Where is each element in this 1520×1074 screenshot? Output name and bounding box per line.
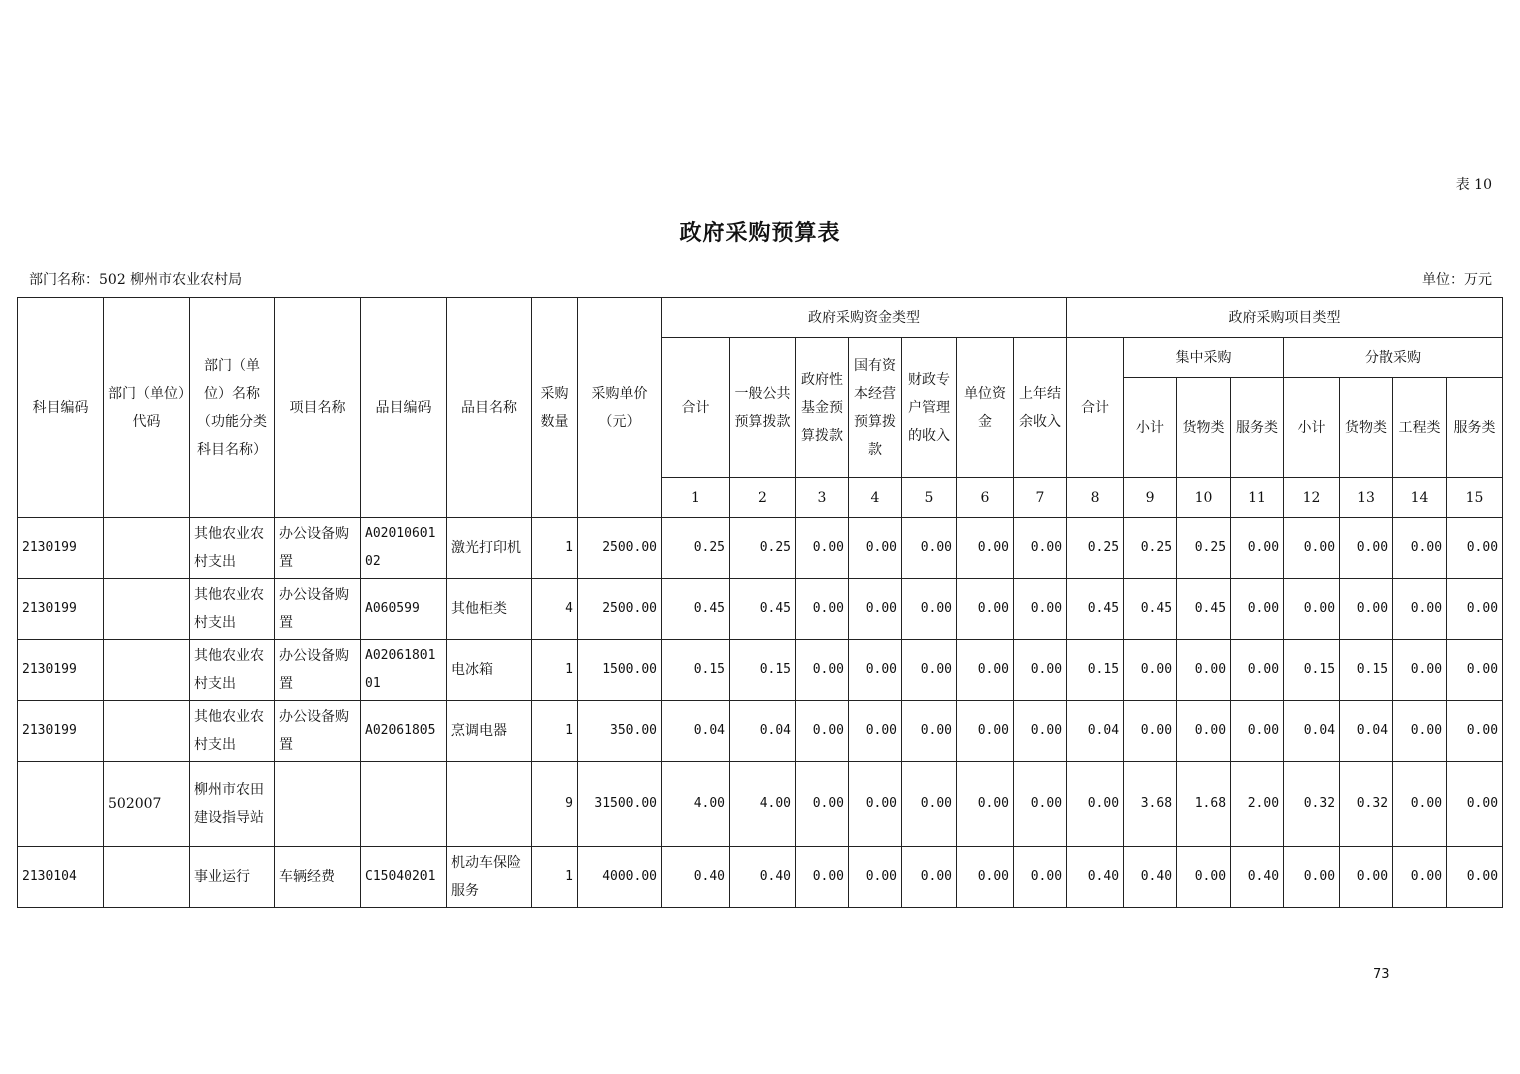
- table-row: [18, 762, 1503, 847]
- header-unit-fund: 单位资金: [957, 338, 1014, 478]
- cell-subject-code: [18, 762, 104, 847]
- cell-amount-2: 0.45: [730, 579, 796, 640]
- cell-amount-13: 0.00: [1340, 579, 1393, 640]
- header-general-budget: 一般公共预算拨款: [730, 338, 796, 478]
- header-engineering: 工程类: [1393, 378, 1447, 478]
- column-number: 14: [1393, 478, 1447, 518]
- cell-amount-8: 0.00: [1067, 762, 1124, 847]
- cell-quantity: 4: [532, 579, 578, 640]
- cell-dept-name: 其他农业农村支出: [190, 640, 275, 701]
- cell-dept-name: 其他农业农村支出: [190, 701, 275, 762]
- header-item-code: 品目编码: [361, 298, 447, 518]
- cell-amount-4: 0.00: [849, 640, 902, 701]
- cell-unit-price: 4000.00: [578, 847, 662, 908]
- table-row: [18, 847, 1503, 908]
- header-quantity: 采购数量: [532, 298, 578, 518]
- header-total2: 合计: [1067, 338, 1124, 478]
- cell-project-name: 办公设备购置: [275, 701, 361, 762]
- cell-unit-price: 31500.00: [578, 762, 662, 847]
- cell-amount-8: 0.04: [1067, 701, 1124, 762]
- header-centralized: 集中采购: [1124, 338, 1284, 378]
- cell-dept-code: [104, 847, 190, 908]
- cell-quantity: 1: [532, 518, 578, 579]
- cell-amount-7: 0.00: [1014, 518, 1067, 579]
- table-row: [18, 518, 1503, 579]
- cell-amount-14: 0.00: [1393, 847, 1447, 908]
- cell-dept-name: 其他农业农村支出: [190, 579, 275, 640]
- cell-item-code: [361, 762, 447, 847]
- cell-project-name: 车辆经费: [275, 847, 361, 908]
- column-number: 2: [730, 478, 796, 518]
- cell-amount-1: 0.15: [662, 640, 730, 701]
- table-row: [18, 640, 1503, 701]
- cell-amount-15: 0.00: [1447, 640, 1503, 701]
- cell-subject-code: 2130104: [18, 847, 104, 908]
- cell-item-code: A0201060102: [361, 518, 447, 579]
- cell-project-name: 办公设备购置: [275, 640, 361, 701]
- cell-amount-1: 0.45: [662, 579, 730, 640]
- cell-amount-8: 0.25: [1067, 518, 1124, 579]
- cell-amount-2: 0.04: [730, 701, 796, 762]
- header-prev-balance: 上年结余收入: [1014, 338, 1067, 478]
- header-decentralized: 分散采购: [1284, 338, 1503, 378]
- cell-amount-14: 0.00: [1393, 579, 1447, 640]
- cell-amount-3: 0.00: [796, 762, 849, 847]
- cell-amount-5: 0.00: [902, 640, 957, 701]
- cell-item-code: C15040201: [361, 847, 447, 908]
- cell-amount-3: 0.00: [796, 701, 849, 762]
- cell-amount-7: 0.00: [1014, 579, 1067, 640]
- cell-unit-price: 2500.00: [578, 579, 662, 640]
- department-info: [29, 269, 242, 289]
- cell-amount-9: 0.00: [1124, 701, 1177, 762]
- cell-subject-code: 2130199: [18, 640, 104, 701]
- column-number: 9: [1124, 478, 1177, 518]
- cell-amount-1: 0.40: [662, 847, 730, 908]
- cell-dept-code: [104, 518, 190, 579]
- cell-amount-4: 0.00: [849, 847, 902, 908]
- cell-amount-11: 0.00: [1231, 579, 1284, 640]
- cell-subject-code: 2130199: [18, 518, 104, 579]
- cell-amount-8: 0.40: [1067, 847, 1124, 908]
- table-row: [18, 579, 1503, 640]
- header-total: 合计: [662, 338, 730, 478]
- cell-item-name: 机动车保险服务: [447, 847, 532, 908]
- cell-amount-12: 0.00: [1284, 847, 1340, 908]
- column-number: 10: [1177, 478, 1231, 518]
- header-project-name: 项目名称: [275, 298, 361, 518]
- cell-amount-4: 0.00: [849, 579, 902, 640]
- table-row: [18, 701, 1503, 762]
- column-number: 7: [1014, 478, 1067, 518]
- cell-dept-name: 其他农业农村支出: [190, 518, 275, 579]
- header-services2: 服务类: [1447, 378, 1503, 478]
- cell-amount-15: 0.00: [1447, 579, 1503, 640]
- cell-unit-price: 1500.00: [578, 640, 662, 701]
- cell-amount-10: 0.45: [1177, 579, 1231, 640]
- cell-amount-13: 0.15: [1340, 640, 1393, 701]
- cell-amount-2: 0.15: [730, 640, 796, 701]
- header-dept-name: 部门（单位）名称（功能分类科目名称）: [190, 298, 275, 518]
- cell-dept-name: 事业运行: [190, 847, 275, 908]
- cell-amount-7: 0.00: [1014, 847, 1067, 908]
- cell-amount-4: 0.00: [849, 518, 902, 579]
- column-number: 8: [1067, 478, 1124, 518]
- cell-dept-name: 柳州市农田建设指导站: [190, 762, 275, 847]
- column-number: 11: [1231, 478, 1284, 518]
- cell-dept-code: [104, 579, 190, 640]
- column-number: 6: [957, 478, 1014, 518]
- column-number: 13: [1340, 478, 1393, 518]
- cell-item-name: 电冰箱: [447, 640, 532, 701]
- cell-item-name: 其他柜类: [447, 579, 532, 640]
- header-subtotal: 小计: [1124, 378, 1177, 478]
- header-project-type: 政府采购项目类型: [1067, 298, 1503, 338]
- cell-amount-12: 0.15: [1284, 640, 1340, 701]
- cell-item-code: A0206180101: [361, 640, 447, 701]
- cell-amount-15: 0.00: [1447, 762, 1503, 847]
- cell-amount-6: 0.00: [957, 762, 1014, 847]
- cell-amount-9: 0.40: [1124, 847, 1177, 908]
- cell-amount-4: 0.00: [849, 762, 902, 847]
- procurement-budget-table: [17, 297, 1503, 908]
- column-number: 15: [1447, 478, 1503, 518]
- column-number: 1: [662, 478, 730, 518]
- cell-amount-14: 0.00: [1393, 701, 1447, 762]
- cell-project-name: 办公设备购置: [275, 579, 361, 640]
- cell-item-name: 激光打印机: [447, 518, 532, 579]
- header-state-capital: 国有资本经营预算拨款: [849, 338, 902, 478]
- department-value: 502 柳州市农业农村局: [99, 272, 243, 288]
- cell-item-code: A060599: [361, 579, 447, 640]
- cell-amount-3: 0.00: [796, 847, 849, 908]
- cell-amount-1: 0.04: [662, 701, 730, 762]
- cell-project-name: 办公设备购置: [275, 518, 361, 579]
- cell-amount-2: 0.40: [730, 847, 796, 908]
- cell-amount-10: 0.25: [1177, 518, 1231, 579]
- cell-dept-code: [104, 640, 190, 701]
- cell-project-name: [275, 762, 361, 847]
- cell-amount-12: 0.00: [1284, 579, 1340, 640]
- header-item-name: 品目名称: [447, 298, 532, 518]
- header-goods: 货物类: [1177, 378, 1231, 478]
- cell-dept-code: 502007: [104, 762, 190, 847]
- header-dept-code: 部门（单位）代码: [104, 298, 190, 518]
- page-number: 73: [1373, 967, 1390, 982]
- cell-amount-7: 0.00: [1014, 640, 1067, 701]
- header-subtotal2: 小计: [1284, 378, 1340, 478]
- cell-amount-11: 0.40: [1231, 847, 1284, 908]
- cell-amount-11: 2.00: [1231, 762, 1284, 847]
- cell-quantity: 1: [532, 640, 578, 701]
- cell-amount-10: 0.00: [1177, 847, 1231, 908]
- cell-amount-13: 0.32: [1340, 762, 1393, 847]
- cell-amount-13: 0.00: [1340, 847, 1393, 908]
- cell-amount-15: 0.00: [1447, 847, 1503, 908]
- cell-amount-9: 0.25: [1124, 518, 1177, 579]
- column-number: 3: [796, 478, 849, 518]
- cell-amount-6: 0.00: [957, 701, 1014, 762]
- header-goods2: 货物类: [1340, 378, 1393, 478]
- cell-amount-14: 0.00: [1393, 640, 1447, 701]
- cell-amount-5: 0.00: [902, 579, 957, 640]
- cell-unit-price: 2500.00: [578, 518, 662, 579]
- cell-amount-9: 0.45: [1124, 579, 1177, 640]
- cell-amount-5: 0.00: [902, 518, 957, 579]
- cell-amount-10: 0.00: [1177, 640, 1231, 701]
- column-number: 12: [1284, 478, 1340, 518]
- cell-amount-7: 0.00: [1014, 701, 1067, 762]
- column-number: 5: [902, 478, 957, 518]
- cell-amount-14: 0.00: [1393, 762, 1447, 847]
- header-unit-price: 采购单价（元）: [578, 298, 662, 518]
- cell-subject-code: 2130199: [18, 701, 104, 762]
- unit-label: 单位：万元: [1422, 272, 1492, 288]
- cell-amount-13: 0.00: [1340, 518, 1393, 579]
- cell-amount-14: 0.00: [1393, 518, 1447, 579]
- cell-amount-3: 0.00: [796, 518, 849, 579]
- cell-amount-11: 0.00: [1231, 701, 1284, 762]
- page-title: 政府采购预算表: [679, 220, 841, 246]
- table-body: [18, 518, 1503, 908]
- column-number: 4: [849, 478, 902, 518]
- cell-quantity: 1: [532, 701, 578, 762]
- cell-amount-12: 0.32: [1284, 762, 1340, 847]
- cell-amount-12: 0.00: [1284, 518, 1340, 579]
- cell-amount-11: 0.00: [1231, 640, 1284, 701]
- cell-item-name: [447, 762, 532, 847]
- cell-item-code: A02061805: [361, 701, 447, 762]
- cell-amount-2: 0.25: [730, 518, 796, 579]
- cell-subject-code: 2130199: [18, 579, 104, 640]
- cell-amount-5: 0.00: [902, 701, 957, 762]
- cell-amount-15: 0.00: [1447, 518, 1503, 579]
- cell-amount-8: 0.45: [1067, 579, 1124, 640]
- cell-amount-12: 0.04: [1284, 701, 1340, 762]
- cell-amount-10: 0.00: [1177, 701, 1231, 762]
- cell-amount-11: 0.00: [1231, 518, 1284, 579]
- cell-amount-2: 4.00: [730, 762, 796, 847]
- header-fund-type: 政府采购资金类型: [662, 298, 1067, 338]
- cell-amount-9: 3.68: [1124, 762, 1177, 847]
- cell-amount-6: 0.00: [957, 640, 1014, 701]
- cell-amount-6: 0.00: [957, 847, 1014, 908]
- header-gov-fund: 政府性基金预算拨款: [796, 338, 849, 478]
- cell-amount-13: 0.04: [1340, 701, 1393, 762]
- header-special-account: 财政专户管理的收入: [902, 338, 957, 478]
- cell-quantity: 1: [532, 847, 578, 908]
- cell-unit-price: 350.00: [578, 701, 662, 762]
- cell-amount-10: 1.68: [1177, 762, 1231, 847]
- cell-amount-6: 0.00: [957, 518, 1014, 579]
- cell-amount-15: 0.00: [1447, 701, 1503, 762]
- cell-amount-3: 0.00: [796, 579, 849, 640]
- cell-quantity: 9: [532, 762, 578, 847]
- cell-amount-6: 0.00: [957, 579, 1014, 640]
- cell-amount-5: 0.00: [902, 847, 957, 908]
- table-number: 表 10: [1455, 177, 1492, 193]
- cell-item-name: 烹调电器: [447, 701, 532, 762]
- header-services: 服务类: [1231, 378, 1284, 478]
- header-subject-code: 科目编码: [18, 298, 104, 518]
- cell-amount-1: 4.00: [662, 762, 730, 847]
- cell-amount-3: 0.00: [796, 640, 849, 701]
- cell-amount-1: 0.25: [662, 518, 730, 579]
- cell-amount-4: 0.00: [849, 701, 902, 762]
- cell-amount-9: 0.00: [1124, 640, 1177, 701]
- cell-amount-8: 0.15: [1067, 640, 1124, 701]
- cell-amount-5: 0.00: [902, 762, 957, 847]
- department-label: 部门名称：: [29, 272, 99, 288]
- cell-amount-7: 0.00: [1014, 762, 1067, 847]
- cell-dept-code: [104, 701, 190, 762]
